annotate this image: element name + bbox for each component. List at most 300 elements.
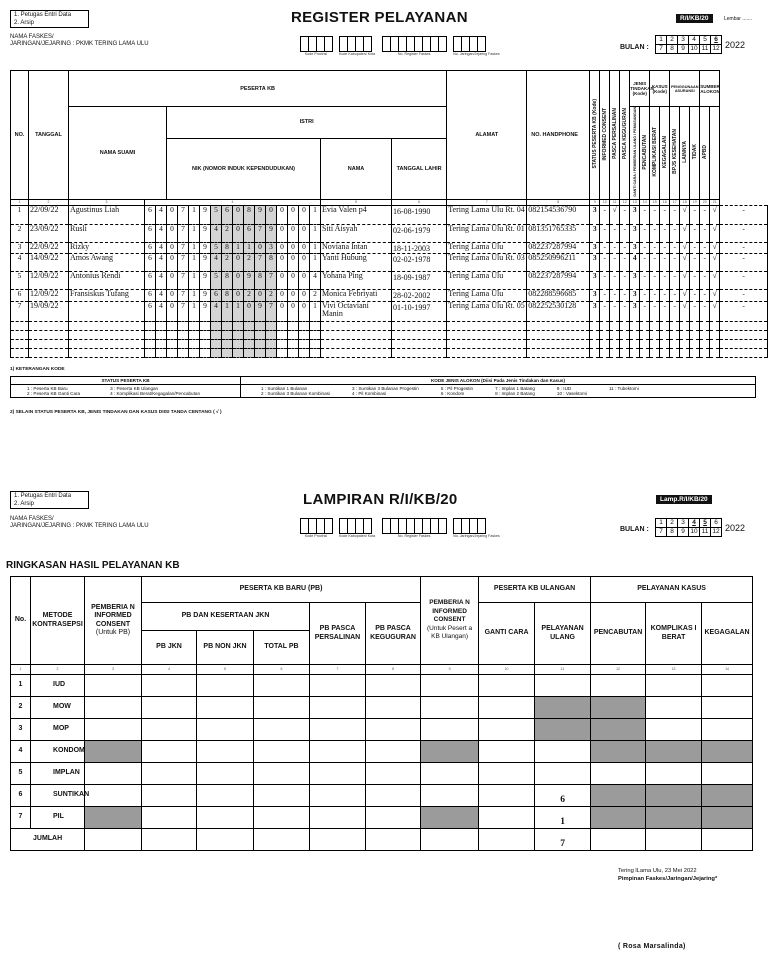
nik-digit: 1 — [233, 301, 244, 321]
sum-col-total-pb: TOTAL PB — [254, 631, 310, 665]
sum-cell[interactable] — [310, 806, 366, 828]
sum-cell[interactable] — [254, 696, 310, 718]
row-phone: 082288596685 — [527, 290, 590, 302]
row-phone: 082237287994 — [527, 242, 590, 254]
register-empty-row — [11, 330, 768, 339]
col-peserta: PESERTA KB — [69, 71, 447, 107]
legend-table — [10, 376, 756, 398]
appendix-title: LAMPIRAN R/I/KB/20 — [303, 491, 458, 508]
row-mark: - — [650, 272, 660, 290]
nik-digit: 7 — [266, 301, 277, 321]
row-mark: - — [690, 205, 700, 224]
sum-cell[interactable] — [366, 696, 421, 718]
col-no: NO. — [11, 71, 29, 200]
nik-digit: 0 — [288, 224, 299, 242]
nik-digit: 4 — [156, 205, 167, 224]
col-kegagalan: KEGAGALAN — [661, 135, 668, 168]
sum-total-cell — [479, 828, 535, 850]
row-no: 4 — [11, 254, 29, 272]
province-code[interactable] — [300, 518, 332, 538]
sum-cell[interactable] — [254, 762, 310, 784]
sum-cell[interactable] — [254, 674, 310, 696]
row-mark: √ — [680, 205, 690, 224]
row-mark: - — [690, 224, 700, 242]
sum-col-kegagalan: KEGAGALAN — [702, 603, 753, 665]
row-mark: - — [610, 272, 620, 290]
sum-cell[interactable] — [310, 718, 366, 740]
sum-cell[interactable] — [310, 740, 366, 762]
copy-distribution-box — [10, 10, 89, 28]
sum-col-method: METODE KONTRASEPSI — [31, 577, 85, 665]
summary-row — [11, 784, 753, 806]
sum-cell[interactable] — [421, 696, 479, 718]
sum-cell[interactable] — [646, 762, 702, 784]
sum-cell[interactable] — [310, 784, 366, 806]
legend-alokon-item: 7 : Implan 1 Batang — [495, 386, 535, 391]
row-husband: Rizky — [69, 242, 145, 254]
row-mark: - — [670, 290, 680, 302]
sum-cell[interactable] — [591, 784, 646, 806]
sum-cell[interactable] — [310, 696, 366, 718]
network-code[interactable] — [453, 36, 500, 56]
row-mark: √ — [610, 205, 620, 224]
register-code[interactable] — [382, 518, 446, 538]
legend-alokon-item: 3 : Suntikan 3 Bulanan Progestin — [351, 386, 419, 391]
nik-digit: 0 — [299, 272, 310, 290]
row-mark: - — [720, 301, 768, 321]
code-caption: No. Jaringan/Jejaring Faskes — [453, 534, 500, 538]
nik-digit: 4 — [156, 242, 167, 254]
month-cell[interactable]: 2 — [667, 519, 678, 528]
sum-col-pencabutan: PENCABUTAN — [591, 603, 646, 665]
row-date: 12/09/22 — [29, 272, 69, 290]
sum-cell[interactable] — [646, 806, 702, 828]
sum-row-method: SUNTIKAN — [31, 784, 85, 806]
sum-cell[interactable] — [85, 762, 142, 784]
nik-digit: 0 — [233, 224, 244, 242]
nik-digit: 1 — [310, 205, 321, 224]
nik-digit: 8 — [222, 242, 233, 254]
row-mark: - — [650, 301, 660, 321]
col-dob: TANGGAL LAHIR — [392, 138, 447, 199]
nik-digit: 4 — [156, 301, 167, 321]
register-code[interactable] — [382, 36, 446, 56]
sum-cell[interactable] — [479, 806, 535, 828]
sum-cell[interactable] — [646, 674, 702, 696]
month-cell[interactable]: 5 — [700, 36, 711, 45]
col-nik: NIK (NOMOR INDUK KEPENDUDUKAN) — [167, 138, 321, 199]
row-mark: √ — [680, 290, 690, 302]
nik-digit: 1 — [310, 224, 321, 242]
sum-cell[interactable] — [702, 740, 753, 762]
row-no: 3 — [11, 242, 29, 254]
nik-digit: 4 — [211, 301, 222, 321]
sum-cell[interactable] — [591, 718, 646, 740]
sum-row-pelayanan-ulang[interactable] — [535, 762, 591, 784]
nik-digit: 6 — [222, 205, 233, 224]
row-mark: 3 — [630, 205, 640, 224]
nik-digit: 3 — [266, 242, 277, 254]
nik-digit: 6 — [145, 254, 156, 272]
sum-cell[interactable] — [591, 696, 646, 718]
sum-cell[interactable] — [702, 696, 753, 718]
legend-alokon-item: 4 : Pil Kombinasi — [351, 391, 387, 396]
sum-col-komplikasi: KOMPLIKAS I BERAT — [646, 603, 702, 665]
nik-digit: 2 — [222, 254, 233, 272]
faskes-label: NAMA FASKES/ — [10, 516, 54, 522]
nik-digit: 7 — [178, 254, 189, 272]
row-mark: - — [670, 242, 680, 254]
legend-alokon-item: 2 : Suntikan 3 Bulanan Kombinasi — [261, 391, 330, 396]
sum-cell[interactable] — [366, 718, 421, 740]
month-cell[interactable]: 6 — [711, 36, 722, 45]
nik-digit: 1 — [310, 301, 321, 321]
row-no: 7 — [11, 301, 29, 321]
sum-cell[interactable] — [479, 762, 535, 784]
sum-col-pb-jkn: PB JKN — [142, 631, 197, 665]
row-husband — [69, 301, 145, 321]
sum-row-pelayanan-ulang[interactable]: 6 — [535, 784, 591, 806]
sum-cell[interactable] — [142, 674, 197, 696]
sum-cell[interactable] — [85, 696, 142, 718]
summary-row — [11, 718, 753, 740]
sum-total-cell — [142, 828, 197, 850]
legend-alokon-title: KODE JENIS ALOKON (Diisi Pada Jenis Tindakan dan Kasus) — [241, 377, 756, 385]
sum-col-informed-pb-sub: (Untuk PB) — [95, 629, 131, 636]
sum-row-pelayanan-ulang[interactable] — [535, 696, 591, 718]
row-mark: - — [720, 224, 768, 242]
sum-cell[interactable] — [421, 674, 479, 696]
sum-cell[interactable] — [421, 718, 479, 740]
nik-digit: 6 — [145, 224, 156, 242]
row-mark: - — [640, 290, 650, 302]
row-mark: - — [690, 254, 700, 272]
nik-digit: 6 — [244, 224, 255, 242]
sum-cell[interactable] — [254, 740, 310, 762]
sum-cell[interactable] — [479, 740, 535, 762]
nik-digit: 0 — [277, 242, 288, 254]
nik-digit: 2 — [310, 290, 321, 302]
sum-cell[interactable] — [197, 696, 254, 718]
sum-cell[interactable] — [142, 806, 197, 828]
row-mark: √ — [710, 242, 720, 254]
sum-cell[interactable] — [702, 674, 753, 696]
sum-cell[interactable] — [479, 718, 535, 740]
signature-name: ( Rosa Marsalinda) — [618, 943, 686, 950]
sum-cell[interactable] — [254, 784, 310, 806]
row-date: 22/09/22 — [29, 242, 69, 254]
row-mark: - — [600, 205, 610, 224]
sum-cell[interactable] — [197, 784, 254, 806]
sum-row-pelayanan-ulang[interactable] — [535, 740, 591, 762]
row-address: Tering Lama Ulu Rt. 03 — [447, 254, 527, 272]
sum-cell[interactable] — [702, 718, 753, 740]
nik-digit: 2 — [266, 290, 277, 302]
page-title: REGISTER PELAYANAN — [291, 9, 468, 26]
month-cell[interactable]: 7 — [656, 528, 667, 537]
nik-digit: 1 — [189, 205, 200, 224]
sum-row-pelayanan-ulang[interactable] — [535, 718, 591, 740]
col-pasca-keguguran: PASCA KEGUGURAN — [621, 108, 628, 160]
sum-cell[interactable] — [85, 784, 142, 806]
nik-digit: 7 — [178, 301, 189, 321]
month-cell[interactable]: 7 — [656, 45, 667, 54]
row-mark: - — [660, 242, 670, 254]
row-phone: 082252530128 — [527, 301, 590, 321]
code-caption: Kode Provinsi — [304, 534, 328, 538]
sum-cell[interactable] — [254, 806, 310, 828]
sum-cell[interactable] — [646, 718, 702, 740]
legend-alokon-item: 9 : IUD — [556, 386, 572, 391]
sum-cell[interactable] — [591, 762, 646, 784]
row-address: Tering Lama Ulu — [447, 242, 527, 254]
sum-cell[interactable] — [646, 740, 702, 762]
row-mark: - — [650, 205, 660, 224]
faskes-label: NAMA FASKES/ — [10, 34, 54, 40]
network-code[interactable] — [453, 518, 500, 538]
legend-status-item: 2 : Peserta KB Ganti Cara — [27, 391, 81, 396]
nik-digit: 0 — [233, 205, 244, 224]
sum-col-ganti-cara: GANTI CARA — [479, 603, 535, 665]
month-cell[interactable]: 3 — [678, 36, 689, 45]
month-cell[interactable]: 12 — [712, 528, 720, 535]
month-cell[interactable]: 4 — [689, 519, 700, 528]
month-cell[interactable]: 4 — [689, 36, 700, 45]
month-cell[interactable]: 10 — [690, 528, 698, 535]
month-cell[interactable]: 11 — [700, 45, 711, 54]
sum-cell[interactable] — [421, 762, 479, 784]
nik-digit: 0 — [167, 224, 178, 242]
sum-cell[interactable] — [646, 696, 702, 718]
month-label: BULAN : — [620, 44, 649, 51]
nik-digit: 4 — [211, 254, 222, 272]
nik-digit: 0 — [288, 254, 299, 272]
month-cell[interactable]: 9 — [678, 45, 689, 54]
sum-cell[interactable] — [197, 762, 254, 784]
nik-digit: 0 — [299, 205, 310, 224]
row-date: 23/09/22 — [29, 224, 69, 242]
sum-row-pelayanan-ulang[interactable]: 1 — [535, 806, 591, 828]
month-cell[interactable]: 1 — [656, 519, 667, 528]
register-empty-row — [11, 321, 768, 330]
row-status: 3 — [590, 290, 600, 302]
nik-digit: 9 — [200, 254, 211, 272]
sum-cell[interactable] — [366, 674, 421, 696]
month-cell[interactable]: 8 — [667, 528, 678, 537]
row-dob: 02-02-1978 — [392, 254, 447, 272]
sum-cell[interactable] — [197, 740, 254, 762]
sum-cell[interactable] — [366, 806, 421, 828]
row-mark: - — [720, 242, 768, 254]
sum-row-pelayanan-ulang[interactable] — [535, 674, 591, 696]
nik-digit: 0 — [299, 242, 310, 254]
nik-digit: 0 — [299, 301, 310, 321]
month-cell[interactable]: 6 — [711, 519, 722, 528]
row-mark: - — [670, 272, 680, 290]
row-mark: - — [620, 242, 630, 254]
sum-col-pasca-persalinan: PB PASCA PERSALINAN — [310, 603, 366, 665]
row-mark: - — [650, 254, 660, 272]
row-dob: 01-10-1997 — [392, 301, 447, 321]
sum-cell[interactable] — [479, 696, 535, 718]
nik-digit: 7 — [178, 272, 189, 290]
row-mark: - — [640, 205, 650, 224]
row-mark: - — [720, 272, 768, 290]
sum-cell[interactable] — [591, 806, 646, 828]
row-mark: 3 — [630, 272, 640, 290]
sum-cell[interactable] — [310, 762, 366, 784]
month-cell[interactable]: 9 — [678, 528, 689, 537]
sum-cell[interactable] — [591, 674, 646, 696]
sum-col-pb-non-jkn: PB NON JKN — [197, 631, 254, 665]
legend-alokon-item: 1 : Suntikan 1 Bulanan — [261, 386, 308, 391]
sum-cell[interactable] — [702, 784, 753, 806]
month-cell[interactable]: 12 — [712, 45, 720, 52]
row-status: 3 — [590, 242, 600, 254]
nik-digit: 7 — [178, 290, 189, 302]
nik-digit: 6 — [145, 272, 156, 290]
row-mark: - — [670, 205, 680, 224]
sum-row-method: PIL — [31, 806, 85, 828]
sum-col-informed-ulang-sub: (Untuk Pesert a KB Ulangan) — [426, 624, 473, 641]
row-mark: - — [600, 224, 610, 242]
row-mark: - — [660, 301, 670, 321]
sum-cell[interactable] — [366, 784, 421, 806]
summary-row — [11, 806, 753, 828]
legend-status-title: STATUS PESERTA KB — [11, 377, 241, 385]
nik-digit: 6 — [211, 290, 222, 302]
sum-cell[interactable] — [197, 674, 254, 696]
nik-digit: 7 — [266, 272, 277, 290]
row-mark: - — [670, 254, 680, 272]
nik-digit: 5 — [211, 242, 222, 254]
sum-cell[interactable] — [142, 718, 197, 740]
nik-digit: 4 — [211, 224, 222, 242]
sum-cell[interactable] — [85, 718, 142, 740]
sum-cell[interactable] — [591, 740, 646, 762]
register-empty-row — [11, 348, 768, 357]
sum-cell[interactable] — [310, 674, 366, 696]
sum-total-cell — [254, 828, 310, 850]
nik-digit: 0 — [288, 301, 299, 321]
sum-col-pasca-keguguran: PB PASCA KEGUGURAN — [366, 603, 421, 665]
month-label: BULAN : — [620, 526, 649, 533]
sum-cell[interactable] — [702, 762, 753, 784]
sum-cell[interactable] — [479, 674, 535, 696]
regency-code[interactable] — [339, 518, 375, 538]
sum-cell[interactable] — [142, 762, 197, 784]
row-mark: - — [670, 301, 680, 321]
nik-digit: 9 — [200, 242, 211, 254]
nik-digit: 7 — [178, 224, 189, 242]
row-phone: 081351765335 — [527, 224, 590, 242]
month-cell[interactable]: 3 — [678, 519, 689, 528]
code-caption: Kode Provinsi — [304, 52, 328, 56]
nik-digit: 0 — [167, 272, 178, 290]
sum-row-method: KONDOM — [31, 740, 85, 762]
sum-cell[interactable] — [142, 696, 197, 718]
sum-row-method: MOP — [31, 718, 85, 740]
row-status: 3 — [590, 272, 600, 290]
regency-code[interactable] — [339, 36, 375, 56]
row-dob: 18-09-1987 — [392, 272, 447, 290]
row-mark: - — [700, 205, 710, 224]
nik-digit: 1 — [310, 242, 321, 254]
nik-digit: 7 — [255, 254, 266, 272]
sum-row-no: 7 — [11, 806, 31, 828]
sum-cell[interactable] — [85, 740, 142, 762]
nik-digit: 8 — [255, 272, 266, 290]
nik-digit: 9 — [255, 301, 266, 321]
sum-cell[interactable] — [646, 784, 702, 806]
sum-cell[interactable] — [421, 806, 479, 828]
sum-cell[interactable] — [85, 674, 142, 696]
month-cell[interactable]: 10 — [690, 45, 698, 52]
region-code-fields — [300, 518, 500, 538]
nik-digit: 0 — [299, 254, 310, 272]
row-mark: - — [610, 224, 620, 242]
register-row — [11, 242, 768, 254]
sum-cell[interactable] — [142, 784, 197, 806]
row-mark: - — [700, 254, 710, 272]
month-cell[interactable]: 5 — [700, 519, 711, 528]
sum-cell[interactable] — [254, 718, 310, 740]
nik-digit: 1 — [189, 254, 200, 272]
sum-cell[interactable] — [421, 740, 479, 762]
sum-total-pelayanan-ulang: 7 — [535, 828, 591, 850]
sum-cell[interactable] — [197, 806, 254, 828]
nik-digit: 0 — [167, 290, 178, 302]
sum-col-ulangan: PESERTA KB ULANGAN — [479, 577, 591, 603]
row-mark: 3 — [630, 242, 640, 254]
row-mark: - — [620, 224, 630, 242]
col-jenis-tindakan: JENIS TINDAKAN (Kode) — [630, 71, 650, 107]
province-code[interactable] — [300, 36, 332, 56]
row-name: Siti Aisyah — [321, 224, 392, 242]
row-no: 1 — [11, 205, 29, 224]
month-cell[interactable]: 11 — [700, 528, 711, 537]
legend-status-item: 1 : Peserta KB Baru — [27, 386, 68, 391]
sum-cell[interactable] — [421, 784, 479, 806]
sum-cell[interactable] — [366, 762, 421, 784]
copy-distribution-box — [10, 491, 89, 509]
row-mark: - — [600, 301, 610, 321]
sum-cell[interactable] — [85, 806, 142, 828]
sum-cell[interactable] — [702, 806, 753, 828]
sum-cell[interactable] — [479, 784, 535, 806]
month-cell[interactable]: 2 — [667, 36, 678, 45]
sum-row-no: 2 — [11, 696, 31, 718]
sum-cell[interactable] — [197, 718, 254, 740]
row-status: 3 — [590, 205, 600, 224]
nik-digit: 0 — [288, 272, 299, 290]
nik-digit: 2 — [244, 290, 255, 302]
row-mark: - — [640, 254, 650, 272]
signature-place-date: Tering lLama Ulu, 23 Mei 2022 — [618, 868, 697, 874]
nik-digit: 0 — [233, 272, 244, 290]
row-mark: - — [650, 224, 660, 242]
sum-cell[interactable] — [142, 740, 197, 762]
month-cell[interactable]: 1 — [656, 36, 667, 45]
month-cell[interactable]: 8 — [667, 45, 678, 54]
row-mark: - — [660, 290, 670, 302]
nik-digit: 4 — [310, 272, 321, 290]
sum-total-cell — [702, 828, 753, 850]
sum-cell[interactable] — [366, 740, 421, 762]
nik-digit: 8 — [244, 205, 255, 224]
summary-total-row — [11, 828, 753, 850]
nik-digit: 0 — [167, 242, 178, 254]
